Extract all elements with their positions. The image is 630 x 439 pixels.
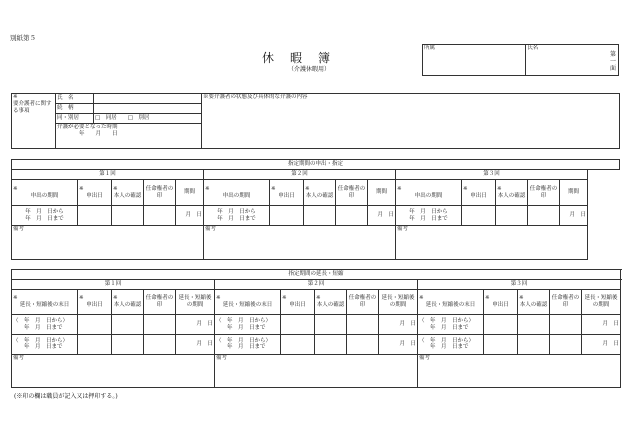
- care-name-field[interactable]: [94, 94, 202, 104]
- end-date-field[interactable]: （ 年 月 日から） 年 月 日まで: [12, 315, 78, 335]
- request-date-field[interactable]: [462, 206, 496, 226]
- confirm-field[interactable]: [518, 335, 550, 355]
- request-date-field[interactable]: [78, 335, 112, 355]
- cohab-options[interactable]: [94, 114, 202, 124]
- relation-field[interactable]: [94, 104, 202, 114]
- checkbox-same[interactable]: □ 同居: [95, 115, 117, 122]
- request-period-field[interactable]: 年 月 日から 年 月 日まで: [396, 206, 462, 226]
- confirm-field[interactable]: [518, 315, 550, 335]
- header-confirm-3: ※ 本人の確認: [496, 180, 528, 206]
- care-period-field[interactable]: 介護が必要となった時期 年 月 日: [56, 124, 202, 149]
- end-date-field[interactable]: （ 年 月 日から） 年 月 日まで: [215, 335, 281, 355]
- header-days-1: 期間: [176, 180, 204, 206]
- end-date-field[interactable]: （ 年 月 日から） 年 月 日まで: [215, 315, 281, 335]
- confirm-field[interactable]: [112, 335, 144, 355]
- care-state-field[interactable]: ※要介護者の状態及び具体的な介護の内容: [202, 94, 620, 149]
- after-period-field[interactable]: 月 日: [379, 335, 418, 355]
- header-days-2: 期間: [368, 180, 396, 206]
- after-period-field[interactable]: 月 日: [582, 335, 621, 355]
- header-date-3: ※ 申出日: [484, 289, 518, 314]
- header-period-1: ※ 申出の期間: [12, 180, 78, 206]
- header-after-3: 延長・短縮後の期間: [582, 289, 621, 314]
- after-period-field[interactable]: 月 日: [176, 315, 215, 335]
- confirm-field[interactable]: [315, 335, 347, 355]
- seal-field[interactable]: [528, 206, 560, 226]
- confirm-field[interactable]: [112, 315, 144, 335]
- checkbox-separate[interactable]: □ 別居: [127, 115, 150, 122]
- term-3: 第３回: [396, 170, 588, 180]
- designation-table: 指定期間の申出・指定 第１回 第２回 第３回 ※ 申出の期間 ※ 申出日 ※ 本人の確認 任命権者の印 期間 ※ 申出の期間 ※ 申出日 ※ 本人の確認 任命権者の印 期間 ※ 申出の期間 ※ 申出日 ※ 本人の確認 任命権者の印 期間 年 月 日から 年 月 日まで 月 日 年 月 日から 年 月 日まで 月 日 年 月 日から 年 月 日まで 月 日 備考 備考 備考: [11, 159, 620, 260]
- term-3: 第３回: [418, 279, 621, 289]
- header-end-1: ※ 延長・短縮後の末日: [12, 289, 78, 314]
- confirm-field[interactable]: [112, 206, 144, 226]
- header-date-1: ※ 申出日: [78, 289, 112, 314]
- request-date-field[interactable]: [484, 335, 518, 355]
- request-date-field[interactable]: [78, 315, 112, 335]
- header-confirm-1: ※ 本人の確認: [112, 180, 144, 206]
- header-box: [422, 44, 619, 76]
- seal-field[interactable]: [550, 315, 582, 335]
- side-text: 第 一 面: [610, 51, 617, 72]
- header-after-1: 延長・短縮後の期間: [176, 289, 215, 314]
- note-field[interactable]: 備考: [396, 226, 588, 260]
- request-date-field[interactable]: [78, 206, 112, 226]
- note-field[interactable]: 備考: [215, 354, 418, 387]
- note-field[interactable]: 備考: [12, 354, 215, 387]
- header-seal-1: 任命権者の印: [144, 289, 176, 314]
- header-end-2: ※ 延長・短縮後の末日: [215, 289, 281, 314]
- header-period-3: ※ 申出の期間: [396, 180, 462, 206]
- days-field[interactable]: 月 日: [176, 206, 204, 226]
- note-field[interactable]: 備考: [12, 226, 204, 260]
- after-period-field[interactable]: 月 日: [176, 335, 215, 355]
- days-field[interactable]: 月 日: [560, 206, 588, 226]
- document-number: 別紙第５: [10, 34, 36, 42]
- header-seal-2: 任命権者の印: [347, 289, 379, 314]
- term-1: 第１回: [12, 279, 215, 289]
- after-period-field[interactable]: 月 日: [582, 315, 621, 335]
- header-seal-2: 任命権者の印: [336, 180, 368, 206]
- request-date-field[interactable]: [281, 315, 315, 335]
- dept-field[interactable]: 所属: [423, 45, 526, 76]
- request-date-field[interactable]: [270, 206, 304, 226]
- confirm-field[interactable]: [304, 206, 336, 226]
- term-2: 第２回: [215, 279, 418, 289]
- header-confirm-2: ※ 本人の確認: [315, 289, 347, 314]
- header-confirm-2: ※ 本人の確認: [304, 180, 336, 206]
- header-date-1: ※ 申出日: [78, 180, 112, 206]
- extension-table: 指定期間の延長・短縮 第１回 第２回 第３回 ※ 延長・短縮後の末日 ※ 申出日 ※ 本人の確認 任命権者の印 延長・短縮後の期間 ※ 延長・短縮後の末日 ※ 申出日 ※ 本人の確認 任命権者の印 延長・短縮後の期間 ※ 延長・短縮後の末日 ※ 申出日 ※ 本人の確認 任命権者の印 延長・短縮後の期間 （ 年 月 日から） 年 月 日まで 月 日 （ 年 月 日から） 年 月 日まで 月 日 （ 年 月 日から） 年 月 日まで 月 日 （ 年 月 日から） 年 月 日まで 月 日 （ 年 月 日から） 年 月 日まで 月 日 （ 年 月 日から） 年 月 日まで 月 日 備考 備考 備考: [11, 269, 621, 388]
- term-2: 第２回: [204, 170, 396, 180]
- header-days-3: 期間: [560, 180, 588, 206]
- header-seal-1: 任命権者の印: [144, 180, 176, 206]
- term-1: 第１回: [12, 170, 204, 180]
- seal-field[interactable]: [550, 335, 582, 355]
- end-date-field[interactable]: （ 年 月 日から） 年 月 日まで: [418, 335, 484, 355]
- end-date-field[interactable]: （ 年 月 日から） 年 月 日まで: [12, 335, 78, 355]
- seal-field[interactable]: [144, 206, 176, 226]
- after-period-field[interactable]: 月 日: [379, 315, 418, 335]
- header-seal-3: 任命権者の印: [528, 180, 560, 206]
- confirm-field[interactable]: [496, 206, 528, 226]
- days-field[interactable]: 月 日: [368, 206, 396, 226]
- request-period-field[interactable]: 年 月 日から 年 月 日まで: [12, 206, 78, 226]
- header-confirm-1: ※ 本人の確認: [112, 289, 144, 314]
- header-date-2: ※ 申出日: [270, 180, 304, 206]
- header-after-2: 延長・短縮後の期間: [379, 289, 418, 314]
- name-field[interactable]: 氏名: [526, 45, 619, 76]
- end-date-field[interactable]: （ 年 月 日から） 年 月 日まで: [418, 315, 484, 335]
- seal-field[interactable]: [347, 335, 379, 355]
- seal-field[interactable]: [144, 315, 176, 335]
- seal-field[interactable]: [336, 206, 368, 226]
- form-title: 休 暇 簿: [262, 51, 333, 65]
- footnote: (※印の欄は職員が記入又は押印する。): [14, 393, 118, 400]
- note-field[interactable]: 備考: [418, 354, 621, 387]
- request-date-field[interactable]: [484, 315, 518, 335]
- seal-field[interactable]: [144, 335, 176, 355]
- confirm-field[interactable]: [315, 315, 347, 335]
- header-end-3: ※ 延長・短縮後の末日: [418, 289, 484, 314]
- request-period-field[interactable]: 年 月 日から 年 月 日まで: [204, 206, 270, 226]
- header-confirm-3: ※ 本人の確認: [518, 289, 550, 314]
- care-receiver-table: ※ 要介護者に関する事項 氏 名 ※要介護者の状態及び具体的な介護の内容 続 柄 同・別居 □ 同居 □ 別居 介護が必要となった時期 年 月 日: [11, 93, 620, 149]
- header-date-2: ※ 申出日: [281, 289, 315, 314]
- header-period-2: ※ 申出の期間: [204, 180, 270, 206]
- request-date-field[interactable]: [281, 335, 315, 355]
- note-field[interactable]: 備考: [204, 226, 396, 260]
- form-subtitle: （介護休暇用）: [288, 66, 331, 73]
- header-date-3: ※ 申出日: [462, 180, 496, 206]
- header-seal-3: 任命権者の印: [550, 289, 582, 314]
- seal-field[interactable]: [347, 315, 379, 335]
